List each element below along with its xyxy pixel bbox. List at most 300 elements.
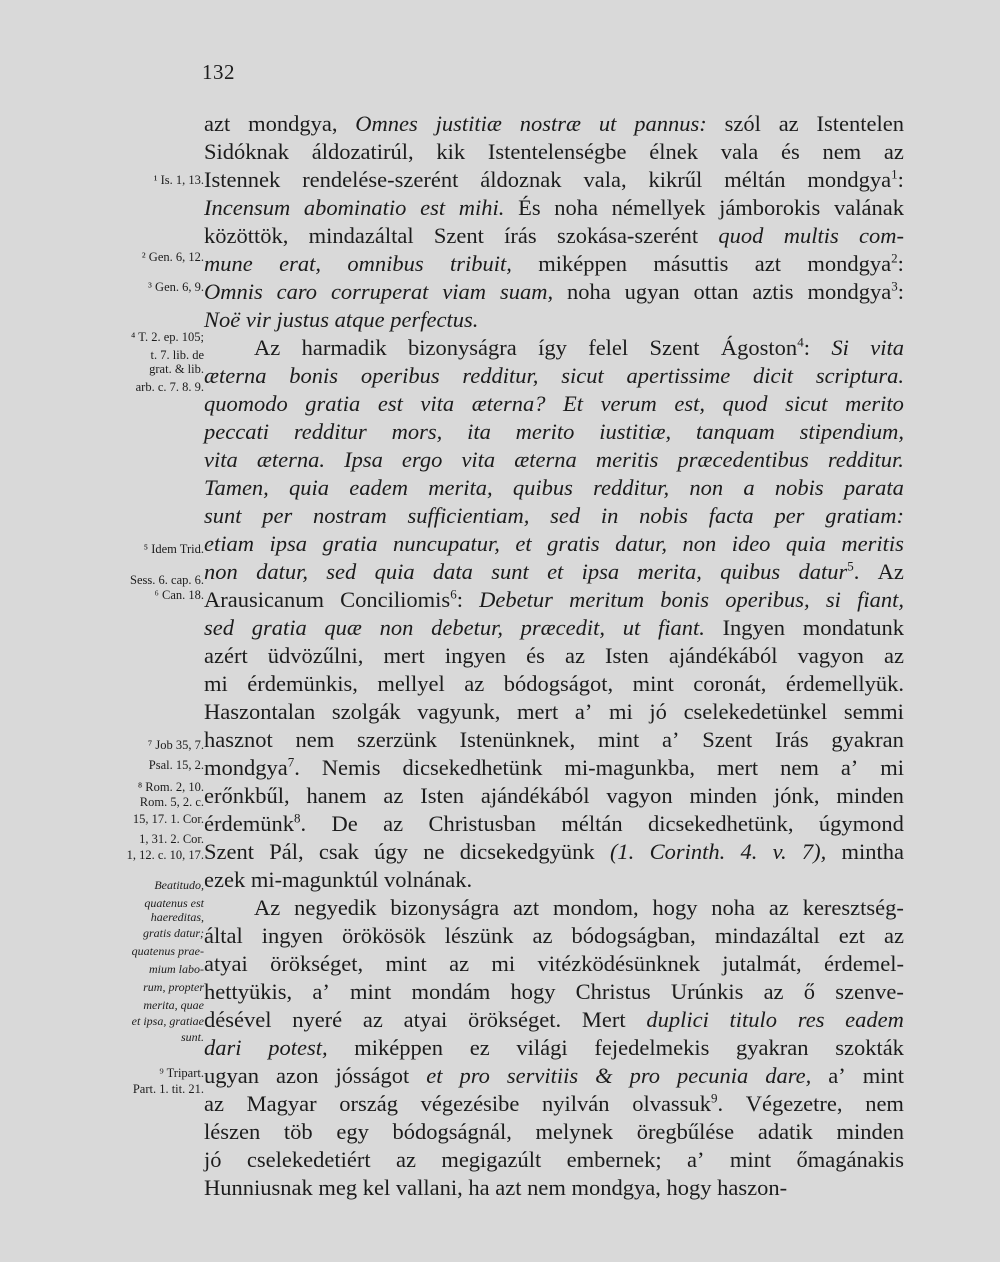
text-run: őmagánakis bbox=[796, 1147, 904, 1172]
latin-quote: mihi. bbox=[458, 195, 505, 220]
text-run: jósságot bbox=[335, 1063, 410, 1088]
latin-quote: pro bbox=[459, 1063, 490, 1088]
text-run: atyai bbox=[403, 1007, 448, 1032]
text-run: Isten bbox=[420, 783, 464, 808]
word bbox=[563, 390, 583, 418]
text-run: bódogságban, bbox=[571, 923, 696, 948]
word bbox=[798, 1006, 825, 1034]
text-run: ő bbox=[803, 979, 815, 1004]
text-run: bódogságnál, bbox=[392, 1119, 512, 1144]
margin-reference: arb. c. 7. 8. 9. bbox=[135, 380, 204, 394]
latin-quote: est bbox=[420, 195, 446, 220]
latin-quote: multis bbox=[783, 223, 839, 248]
word bbox=[649, 698, 667, 726]
text-run: Christusban bbox=[428, 811, 536, 836]
word bbox=[504, 222, 537, 250]
text-run: mondgya bbox=[204, 755, 288, 780]
word bbox=[538, 950, 700, 978]
footnote-ref: 6 bbox=[450, 586, 457, 602]
latin-quote: res bbox=[797, 1007, 825, 1032]
word bbox=[824, 950, 904, 978]
text-run: kel bbox=[362, 1175, 391, 1200]
latin-quote: quod bbox=[718, 223, 764, 248]
word bbox=[599, 418, 671, 446]
text-run: azon bbox=[275, 1063, 319, 1088]
latin-quote: est bbox=[377, 391, 403, 416]
word bbox=[542, 1090, 610, 1118]
latin-quote: nobis bbox=[639, 503, 688, 528]
latin-quote: tanquam bbox=[696, 419, 775, 444]
latin-quote: redditur. bbox=[827, 447, 904, 472]
word bbox=[423, 838, 444, 866]
text-run: az bbox=[383, 783, 404, 808]
word bbox=[836, 1118, 904, 1146]
margin-summary-line: Beatitudo, bbox=[154, 878, 204, 892]
word bbox=[845, 390, 904, 418]
text-run: az bbox=[768, 895, 789, 920]
word bbox=[779, 110, 799, 138]
word bbox=[743, 474, 754, 502]
latin-quote: æterna? bbox=[471, 391, 546, 416]
word bbox=[204, 670, 228, 698]
margin-reference: ⁸ Rom. 2, 10. bbox=[137, 780, 204, 794]
text-run: mellyel bbox=[377, 671, 445, 696]
text-run: . bbox=[300, 811, 307, 836]
word bbox=[804, 978, 815, 1006]
latin-quote: quomodo bbox=[204, 391, 288, 416]
word bbox=[331, 278, 429, 306]
text-run: Istennek bbox=[204, 167, 281, 192]
text-run: hogy bbox=[510, 979, 556, 1004]
word bbox=[547, 530, 600, 558]
latin-quote: eadem bbox=[349, 475, 409, 500]
word bbox=[516, 1034, 567, 1062]
word bbox=[567, 278, 611, 306]
text-line bbox=[204, 222, 904, 250]
latin-quote: Corinth. bbox=[649, 839, 726, 864]
word bbox=[204, 1006, 271, 1034]
word bbox=[803, 894, 904, 922]
word bbox=[817, 110, 904, 138]
footnote-ref: 8 bbox=[293, 810, 301, 826]
text-run: érdemellyük. bbox=[785, 671, 904, 696]
word bbox=[819, 810, 904, 838]
text-line bbox=[204, 1034, 904, 1062]
latin-quote: Noë bbox=[204, 307, 241, 332]
latin-quote: omnibus bbox=[347, 251, 424, 276]
text-run: mondám bbox=[411, 979, 491, 1004]
text-run: vala, bbox=[583, 167, 627, 192]
text-run: így bbox=[538, 335, 567, 360]
word bbox=[295, 726, 334, 754]
text-run: mi bbox=[880, 755, 904, 780]
text-run: cselekedetünkel bbox=[683, 699, 828, 724]
margin-reference: ⁵ Idem Trid. bbox=[143, 542, 204, 556]
margin-reference: Part. 1. tit. 21. bbox=[132, 1082, 204, 1096]
word bbox=[204, 1118, 260, 1146]
text-run: mert bbox=[716, 755, 759, 780]
latin-quote: data bbox=[432, 559, 473, 584]
word bbox=[204, 138, 289, 166]
word bbox=[870, 334, 904, 362]
latin-quote: sed bbox=[204, 615, 234, 640]
word bbox=[786, 530, 826, 558]
text-run: mi-magunktúl bbox=[250, 867, 379, 892]
text-line bbox=[204, 530, 904, 558]
word bbox=[393, 1118, 512, 1146]
word bbox=[354, 1034, 443, 1062]
latin-quote: sed bbox=[550, 503, 581, 528]
word bbox=[246, 307, 271, 332]
word bbox=[495, 1175, 521, 1200]
text-run: miképpen bbox=[354, 1035, 444, 1060]
text-run: Arausicanum bbox=[204, 587, 324, 612]
word bbox=[730, 1146, 771, 1174]
word bbox=[553, 894, 639, 922]
text-run: harmadik bbox=[301, 335, 387, 360]
word bbox=[649, 166, 703, 194]
word bbox=[204, 1034, 242, 1062]
text-run: coronát, bbox=[693, 671, 767, 696]
text-run: Az bbox=[254, 335, 281, 360]
text-line bbox=[204, 558, 904, 586]
word bbox=[682, 530, 716, 558]
text-run: ingyen bbox=[261, 923, 323, 948]
latin-quote: meritis bbox=[595, 447, 659, 472]
word bbox=[721, 138, 758, 166]
word bbox=[420, 194, 445, 222]
latin-quote: atque bbox=[334, 307, 385, 332]
text-run: semmi bbox=[843, 699, 904, 724]
text-line bbox=[204, 278, 904, 306]
latin-quote: Omnes bbox=[355, 111, 418, 136]
word bbox=[723, 614, 785, 642]
word bbox=[504, 670, 613, 698]
word bbox=[417, 698, 500, 726]
word bbox=[384, 867, 472, 892]
word bbox=[547, 558, 563, 586]
word bbox=[775, 474, 824, 502]
word bbox=[521, 614, 605, 642]
text-run: áldozatirúl, bbox=[311, 139, 414, 164]
text-line bbox=[204, 474, 904, 502]
word bbox=[204, 642, 248, 670]
word bbox=[532, 922, 552, 950]
word bbox=[653, 250, 728, 278]
word bbox=[687, 1146, 704, 1174]
latin-quote: sufficientiam, bbox=[407, 503, 530, 528]
latin-quote: mune bbox=[204, 251, 253, 276]
word bbox=[403, 754, 543, 782]
text-run: : bbox=[803, 335, 810, 360]
text-run: nem bbox=[295, 727, 335, 752]
text-run: az bbox=[763, 979, 784, 1004]
text-run: jónk, bbox=[773, 783, 820, 808]
word bbox=[800, 418, 904, 446]
word bbox=[666, 1175, 711, 1200]
latin-quote: apertissime bbox=[626, 363, 731, 388]
text-run: mint bbox=[598, 727, 640, 752]
word bbox=[204, 418, 269, 446]
text-run: ezek bbox=[204, 867, 246, 892]
page-number: 132 bbox=[202, 60, 235, 84]
latin-quote: 4. bbox=[740, 839, 758, 864]
word bbox=[514, 446, 577, 474]
word bbox=[732, 530, 771, 558]
text-run: désével bbox=[204, 1007, 272, 1032]
word bbox=[420, 390, 454, 418]
word bbox=[780, 754, 819, 782]
word bbox=[462, 362, 538, 390]
word bbox=[269, 838, 303, 866]
word bbox=[845, 1006, 904, 1034]
text-run: az bbox=[564, 643, 585, 668]
footnote-ref: 7 bbox=[287, 754, 295, 770]
text-run: Haszontalan bbox=[204, 699, 316, 724]
word bbox=[719, 194, 820, 222]
text-run: ajándékából bbox=[480, 783, 590, 808]
margin-summary-line: quatenus prae- bbox=[131, 944, 204, 958]
text-run: a’ bbox=[828, 1063, 846, 1088]
word bbox=[279, 250, 321, 278]
word bbox=[609, 698, 633, 726]
latin-quote: tribuit, bbox=[450, 251, 512, 276]
text-run: azért bbox=[204, 643, 248, 668]
word bbox=[312, 138, 414, 166]
word bbox=[309, 222, 414, 250]
word bbox=[650, 838, 726, 866]
word bbox=[289, 362, 338, 390]
text-run: úgymond bbox=[818, 811, 904, 836]
word bbox=[204, 474, 269, 502]
word bbox=[696, 418, 775, 446]
text-run: hogy bbox=[666, 1175, 712, 1200]
text-run: a’ bbox=[840, 755, 859, 780]
latin-quote: etiam bbox=[204, 531, 254, 556]
text-run: Christus bbox=[575, 979, 651, 1004]
word bbox=[268, 642, 364, 670]
word bbox=[725, 110, 761, 138]
margin-reference: Psal. 15, 2. bbox=[148, 758, 204, 772]
word bbox=[565, 642, 585, 670]
latin-quote: per bbox=[262, 503, 293, 528]
word bbox=[720, 558, 780, 586]
text-run: Pál, bbox=[269, 839, 304, 864]
text-run: dicsekedhetünk, bbox=[647, 811, 794, 836]
text-run: úgy bbox=[374, 839, 408, 864]
word bbox=[646, 1006, 709, 1034]
word bbox=[204, 810, 306, 838]
footnote-ref: 9 bbox=[710, 1090, 718, 1106]
text-run: negyedik bbox=[294, 895, 377, 920]
text-run: embernek; bbox=[566, 1147, 662, 1172]
text-run: méltán bbox=[724, 167, 786, 192]
latin-quote: ut bbox=[598, 111, 617, 136]
text-line bbox=[204, 782, 904, 810]
word bbox=[302, 166, 458, 194]
word bbox=[513, 474, 573, 502]
word bbox=[798, 558, 859, 586]
word bbox=[880, 754, 904, 782]
word bbox=[606, 782, 672, 810]
word bbox=[786, 670, 904, 698]
text-run: mint bbox=[385, 951, 427, 976]
word bbox=[445, 922, 514, 950]
text-run: nem bbox=[822, 139, 862, 164]
word bbox=[326, 558, 356, 586]
text-run: mondgya bbox=[807, 279, 892, 304]
word bbox=[304, 194, 407, 222]
word bbox=[294, 418, 367, 446]
latin-quote: vita bbox=[461, 447, 496, 472]
word bbox=[481, 782, 590, 810]
text-run: Szent bbox=[433, 223, 484, 248]
word bbox=[436, 138, 465, 166]
word bbox=[204, 950, 248, 978]
word bbox=[615, 530, 667, 558]
text-run: Végezetre, bbox=[745, 1091, 843, 1116]
latin-quote: a bbox=[743, 475, 755, 500]
latin-quote: dari bbox=[204, 1035, 242, 1060]
word bbox=[431, 614, 503, 642]
word bbox=[637, 558, 701, 586]
word bbox=[669, 642, 778, 670]
word bbox=[632, 1090, 723, 1118]
word bbox=[677, 1062, 748, 1090]
word bbox=[302, 334, 387, 362]
word bbox=[420, 782, 464, 810]
latin-quote: ideo bbox=[731, 531, 771, 556]
word bbox=[576, 978, 651, 1006]
text-line bbox=[204, 390, 904, 418]
text-run: némellyek bbox=[611, 195, 706, 220]
word bbox=[803, 614, 904, 642]
text-run: szokták bbox=[835, 1035, 904, 1060]
text-run: bizonyságra bbox=[407, 335, 517, 360]
word bbox=[526, 642, 545, 670]
text-run: vagyon bbox=[606, 783, 673, 808]
latin-quote: quibus bbox=[512, 475, 573, 500]
margin-reference: ⁴ T. 2. ep. 105; bbox=[131, 330, 204, 344]
word bbox=[375, 558, 415, 586]
latin-quote: merito bbox=[845, 391, 904, 416]
text-run: az bbox=[532, 923, 553, 948]
text-run: közöttök, bbox=[204, 223, 289, 248]
latin-quote: scriptura. bbox=[815, 363, 904, 388]
word bbox=[658, 614, 705, 642]
word bbox=[347, 250, 423, 278]
text-run: által bbox=[204, 923, 243, 948]
text-run: meg bbox=[318, 1175, 358, 1200]
latin-quote: vita bbox=[204, 447, 238, 472]
text-run: szokása-szerént bbox=[556, 223, 699, 248]
margin-summary-line: et ipsa, gratiae bbox=[131, 1014, 204, 1028]
text-run: dicsekedgyünk bbox=[459, 839, 595, 864]
text-run: szól bbox=[724, 111, 761, 136]
word bbox=[262, 922, 323, 950]
text-run: felel bbox=[588, 335, 629, 360]
text-run: a’ bbox=[662, 727, 680, 752]
margin-notes bbox=[92, 0, 204, 1262]
word bbox=[374, 838, 408, 866]
text-run: érdemel- bbox=[823, 951, 904, 976]
word bbox=[460, 726, 576, 754]
word bbox=[841, 530, 904, 558]
text-run: örökösök bbox=[341, 923, 426, 948]
text-line bbox=[204, 978, 904, 1006]
word bbox=[884, 138, 904, 166]
word bbox=[520, 110, 581, 138]
word bbox=[289, 474, 329, 502]
text-run: : bbox=[897, 251, 904, 276]
word bbox=[277, 307, 330, 332]
word bbox=[674, 390, 705, 418]
latin-quote: dare, bbox=[765, 1063, 812, 1088]
latin-quote: est, bbox=[674, 391, 705, 416]
word bbox=[650, 334, 700, 362]
text-line bbox=[204, 250, 904, 278]
text-run: áldoznak bbox=[480, 167, 562, 192]
margin-summary-line: haereditas, bbox=[150, 910, 204, 924]
word bbox=[561, 362, 604, 390]
text-run: volnának. bbox=[383, 867, 473, 892]
word bbox=[822, 138, 861, 166]
text-run: mindazáltal bbox=[714, 923, 820, 948]
word bbox=[569, 586, 644, 614]
latin-quote: quia bbox=[374, 559, 415, 584]
text-run: végezésibe bbox=[420, 1091, 520, 1116]
word bbox=[752, 278, 793, 306]
footnote-ref: 4 bbox=[797, 334, 804, 350]
word bbox=[256, 558, 308, 586]
text-run: melynek bbox=[535, 1119, 614, 1144]
latin-quote: Debetur bbox=[479, 587, 553, 612]
word bbox=[445, 642, 506, 670]
margin-summary-line: sunt. bbox=[180, 1030, 204, 1044]
margin-reference: ¹ Is. 1, 13. bbox=[153, 173, 204, 187]
word bbox=[554, 194, 598, 222]
word bbox=[784, 222, 839, 250]
word bbox=[500, 278, 553, 306]
word bbox=[825, 502, 904, 530]
word bbox=[660, 586, 709, 614]
text-run: Az bbox=[254, 895, 281, 920]
latin-quote: erat, bbox=[279, 251, 321, 276]
latin-quote: non bbox=[689, 475, 724, 500]
word bbox=[702, 726, 752, 754]
latin-quote: pecunia bbox=[676, 1063, 749, 1088]
word bbox=[322, 530, 377, 558]
word bbox=[842, 838, 905, 866]
text-line bbox=[204, 670, 904, 698]
text-run: mondgya, bbox=[571, 1175, 661, 1200]
word bbox=[277, 278, 317, 306]
word bbox=[797, 1146, 904, 1174]
word bbox=[831, 726, 903, 754]
word bbox=[689, 474, 723, 502]
text-run: szenve- bbox=[835, 979, 904, 1004]
text-line bbox=[204, 110, 904, 138]
text-run: és bbox=[780, 139, 800, 164]
word bbox=[442, 278, 486, 306]
text-run: az bbox=[883, 139, 904, 164]
word bbox=[204, 222, 288, 250]
text-run: világi bbox=[516, 1035, 568, 1060]
word bbox=[464, 670, 484, 698]
word bbox=[764, 978, 784, 1006]
text-run: minden bbox=[689, 783, 758, 808]
text-run: mi bbox=[491, 951, 516, 976]
